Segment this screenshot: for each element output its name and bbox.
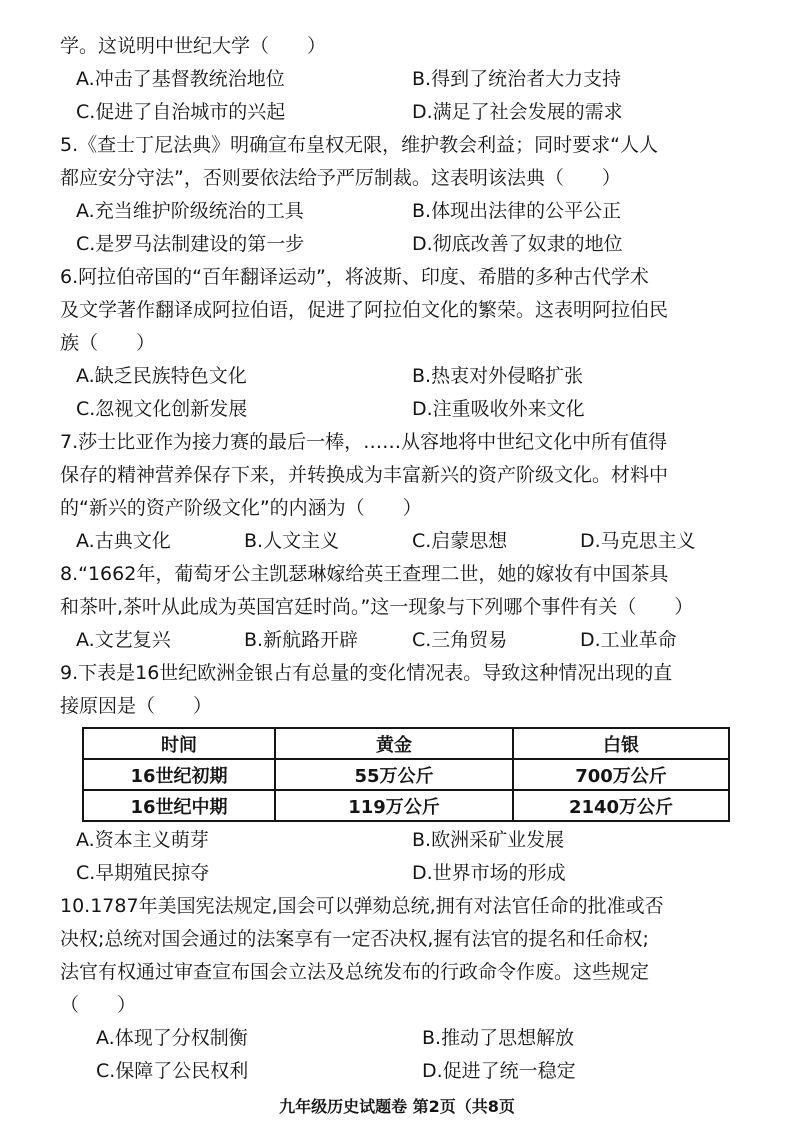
q4-option-d: D.满足了社会发展的需求 xyxy=(412,101,623,123)
q5-stem-line-1: 5.《查士丁尼法典》明确宣布皇权无限，维护教会利益；同时要求“人人 xyxy=(60,134,658,156)
table-cell: 119万公斤 xyxy=(275,790,513,821)
q8-stem-line-1: 8.“1662年，葡萄牙公主凯瑟琳嫁给英王查理二世，她的嫁妆有中国茶具 xyxy=(60,563,669,585)
q8-option-b: B.新航路开辟 xyxy=(244,629,359,651)
q4-options-row1 xyxy=(60,63,748,96)
q10-options-row2 xyxy=(60,1055,748,1088)
q9-stem-line-2: 接原因是（ ） xyxy=(60,695,213,717)
q6-stem-line-1: 6.阿拉伯帝国的“百年翻译运动”，将波斯、印度、希腊的多种古代学术 xyxy=(60,266,649,288)
q4-option-b: B.得到了统治者大力支持 xyxy=(412,68,622,90)
q6-option-d: D.注重吸收外来文化 xyxy=(412,398,585,420)
q4-option-a: A.冲击了基督教统治地位 xyxy=(76,68,285,90)
q6-stem-line-3: 族（ ） xyxy=(60,332,156,354)
q4-options-row2 xyxy=(60,96,748,129)
table-cell: 16世纪初期 xyxy=(83,759,275,790)
q10-stem-line-4: （ ） xyxy=(60,994,137,1016)
q5-option-d: D.彻底改善了奴隶的地位 xyxy=(412,233,623,255)
q10-options-row1 xyxy=(60,1022,748,1055)
gold-silver-table xyxy=(82,727,730,822)
q5-option-a: A.充当维护阶级统治的工具 xyxy=(76,200,304,222)
table-header-cell: 白银 xyxy=(513,728,729,759)
q6-stem-line-2: 及文学著作翻译成阿拉伯语，促进了阿拉伯文化的繁荣。这表明阿拉伯民 xyxy=(60,299,669,321)
q5-stem-line-2: 都应安分守法”，否则要依法给予严厉制裁。这表明该法典（ ） xyxy=(60,167,621,189)
table-header-row xyxy=(83,728,729,759)
table-cell: 55万公斤 xyxy=(275,759,513,790)
q9-option-d: D.世界市场的形成 xyxy=(412,862,566,884)
table-cell: 700万公斤 xyxy=(513,759,729,790)
q10-option-d: D.促进了统一稳定 xyxy=(422,1060,576,1082)
q7-option-c: C.启蒙思想 xyxy=(412,530,508,552)
q5-options-row2 xyxy=(60,228,748,261)
q8-stem-line-2: 和茶叶,茶叶从此成为英国宫廷时尚。”这一现象与下列哪个事件有关（ ） xyxy=(60,596,694,618)
q9-option-c: C.早期殖民掠夺 xyxy=(76,862,210,884)
q6-option-c: C.忽视文化创新发展 xyxy=(76,398,248,420)
q8-option-d: D.工业革命 xyxy=(580,629,677,651)
q10-stem-line-1: 10.1787年美国宪法规定,国会可以弹劾总统,拥有对法官任命的批准或否 xyxy=(60,895,664,917)
q7-option-a: A.古典文化 xyxy=(76,530,171,552)
q6-option-b: B.热衷对外侵略扩张 xyxy=(412,365,584,387)
table-header-cell: 时间 xyxy=(83,728,275,759)
q9-options-row2 xyxy=(60,857,748,890)
q7-stem-line-2: 保存的精神营养保存下来，并转换成为丰富新兴的资产阶级文化。材料中 xyxy=(60,464,669,486)
q10-option-b: B.推动了思想解放 xyxy=(422,1027,575,1049)
q9-options-row1 xyxy=(60,824,748,857)
q4-stem: 学。这说明中世纪大学（ ） xyxy=(60,35,327,57)
q10-stem-line-3: 法官有权通过审查宣布国会立法及总统发布的行政命令作废。这些规定 xyxy=(60,961,650,983)
page-footer: 九年级历史试题卷 第2页（共8页 xyxy=(279,1097,515,1116)
q7-stem-line-3: 的“新兴的资产阶级文化”的内涵为（ ） xyxy=(60,497,422,519)
q7-stem-line-1: 7.莎士比亚作为接力赛的最后一棒，……从容地将中世纪文化中所有值得 xyxy=(60,431,668,453)
q5-option-b: B.体现出法律的公平公正 xyxy=(412,200,622,222)
table-header-cell: 黄金 xyxy=(275,728,513,759)
q5-option-c: C.是罗马法制建设的第一步 xyxy=(76,233,305,255)
q7-option-d: D.马克思主义 xyxy=(580,530,696,552)
table-row xyxy=(83,790,729,821)
q8-option-c: C.三角贸易 xyxy=(412,629,508,651)
table-row xyxy=(83,759,729,790)
q6-options-row2 xyxy=(60,393,748,426)
q9-option-a: A.资本主义萌芽 xyxy=(76,829,209,851)
q4-option-c: C.促进了自治城市的兴起 xyxy=(76,101,286,123)
q6-options-row1 xyxy=(60,360,748,393)
table-cell: 2140万公斤 xyxy=(513,790,729,821)
q6-option-a: A.缺乏民族特色文化 xyxy=(76,365,247,387)
q9-stem-line-1: 9.下表是16世纪欧洲金银占有总量的变化情况表。导致这种情况出现的直 xyxy=(60,662,673,684)
q10-option-c: C.保障了公民权利 xyxy=(96,1060,249,1082)
q10-option-a: A.体现了分权制衡 xyxy=(96,1027,248,1049)
q7-options-row xyxy=(60,525,748,558)
q8-option-a: A.文艺复兴 xyxy=(76,629,171,651)
table-cell: 16世纪中期 xyxy=(83,790,275,821)
q8-options-row xyxy=(60,624,748,657)
q7-option-b: B.人文主义 xyxy=(244,530,340,552)
q9-option-b: B.欧洲采矿业发展 xyxy=(412,829,565,851)
q10-stem-line-2: 决权;总统对国会通过的法案享有一定否决权,握有法官的提名和任命权; xyxy=(60,928,649,950)
q5-options-row1 xyxy=(60,195,748,228)
